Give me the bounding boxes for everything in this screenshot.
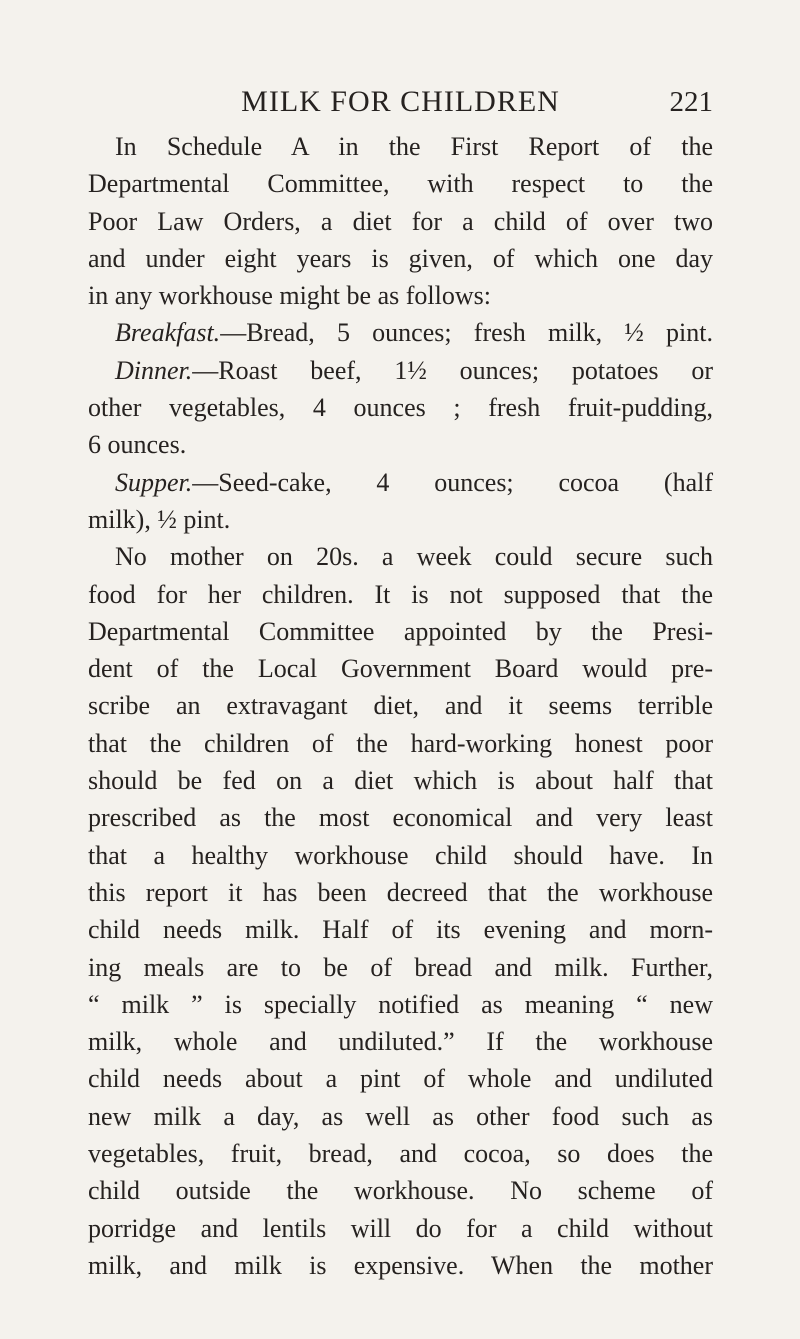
text-line: and under eight years is given, of which one day (88, 243, 713, 273)
text-line: child outside the workhouse. No scheme of (88, 1176, 713, 1206)
text-line: new milk a day, as well as other food such as (88, 1101, 713, 1131)
breakfast-line: Breakfast.—Bread, 5 ounces; fresh milk, ½ pint. (115, 318, 713, 348)
text-line: child needs milk. Half of its evening and morn- (88, 915, 713, 945)
text-line: In Schedule A in the First Report of the (115, 132, 713, 161)
text-line: milk, whole and undiluted.” If the workhouse (88, 1027, 713, 1057)
meal-heading: Dinner. (115, 355, 193, 385)
text-line: prescribed as the most economical and very least (88, 803, 713, 833)
text-line: this report it has been decreed that the workhouse (88, 877, 713, 907)
running-head (88, 82, 713, 122)
body-text (88, 128, 713, 1284)
text-line: that a healthy workhouse child should have. In (88, 840, 713, 870)
running-title: MILK FOR CHILDREN (241, 85, 560, 118)
text-line: porridge and lentils will do for a child without (88, 1213, 713, 1243)
text-line: 6 ounces. (88, 430, 187, 460)
dinner-line: Dinner.—Roast beef, 1½ ounces; potatoes or (115, 355, 713, 385)
text-line: food for her children. It is not supposed that the (88, 579, 713, 609)
text-line: other vegetables, 4 ounces ; fresh fruit-pudding, (88, 393, 713, 423)
text-line: “ milk ” is specially notified as meaning “ new (88, 989, 713, 1019)
text-line: Departmental Committee, with respect to the (88, 169, 713, 199)
text-line: in any workhouse might be as follows: (88, 281, 491, 311)
text-line: that the children of the hard-working honest poor (88, 728, 713, 758)
meal-heading: Breakfast. (115, 318, 221, 348)
text-line: milk), ½ pint. (88, 504, 231, 534)
text-line: child needs about a pint of whole and undiluted (88, 1064, 713, 1094)
page-number: 221 (669, 86, 713, 118)
text-line: scribe an extravagant diet, and it seems terrible (88, 691, 713, 721)
supper-line: Supper.—Seed-cake, 4 ounces; cocoa (half (115, 467, 713, 497)
text-line: Departmental Committee appointed by the Presi- (88, 616, 713, 646)
text-line: ing meals are to be of bread and milk. Further, (88, 952, 713, 982)
text-line: vegetables, fruit, bread, and cocoa, so does the (88, 1139, 713, 1169)
meal-heading: Supper. (115, 467, 193, 497)
text-line: dent of the Local Government Board would pre- (88, 654, 713, 684)
text-line: No mother on 20s. a week could secure such (115, 542, 713, 572)
text-line: Poor Law Orders, a diet for a child of over two (88, 206, 713, 236)
text-line: should be fed on a diet which is about half that (88, 766, 713, 796)
text-line: milk, and milk is expensive. When the mother (88, 1250, 713, 1280)
